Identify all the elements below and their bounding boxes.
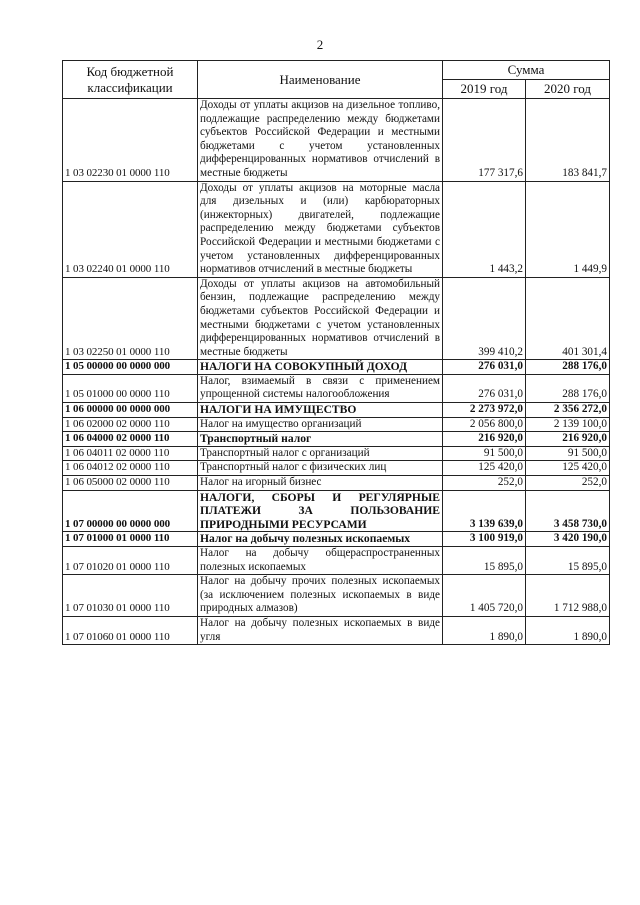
row-amount-2019: 399 410,2 [443,277,526,360]
row-code: 1 07 01060 01 0000 110 [63,616,198,644]
table-row-section [63,432,610,447]
row-code: 1 06 04012 02 0000 110 [63,461,198,476]
table-row-section [63,360,610,375]
row-code: 1 07 01000 01 0000 110 [63,532,198,547]
row-name: Налог на игорный бизнес [198,476,443,491]
table-row [63,575,610,617]
row-amount-2019: 276 031,0 [443,374,526,402]
row-amount-2020: 216 920,0 [526,432,610,447]
row-amount-2019: 15 895,0 [443,547,526,575]
row-amount-2020: 288 176,0 [526,360,610,375]
table-row-section [63,490,610,532]
table-row [63,277,610,360]
row-amount-2020: 1 449,9 [526,181,610,277]
row-amount-2019: 1 405 720,0 [443,575,526,617]
row-amount-2019: 1 443,2 [443,181,526,277]
row-amount-2020: 15 895,0 [526,547,610,575]
table-row [63,616,610,644]
row-name: Транспортный налог с физических лиц [198,461,443,476]
row-amount-2019: 2 056 800,0 [443,417,526,432]
row-amount-2019: 3 139 639,0 [443,490,526,532]
header-year-2019: 2019 год [443,80,526,99]
row-amount-2020: 2 356 272,0 [526,403,610,418]
table-row [63,99,610,182]
row-code: 1 07 01030 01 0000 110 [63,575,198,617]
header-name: Наименование [198,61,443,99]
row-name: Транспортный налог [198,432,443,447]
row-code: 1 06 05000 02 0000 110 [63,476,198,491]
row-code: 1 06 02000 02 0000 110 [63,417,198,432]
row-amount-2019: 91 500,0 [443,446,526,461]
row-name: Налог, взимаемый в связи с применением упрощенной системы налогообложения [198,374,443,402]
row-amount-2020: 3 420 190,0 [526,532,610,547]
row-amount-2019: 1 890,0 [443,616,526,644]
row-name: Транспортный налог с организаций [198,446,443,461]
row-name: Налог на добычу прочих полезных ископаемых (за исключением полезных ископаемых в виде природных алмазов) [198,575,443,617]
row-amount-2020: 125 420,0 [526,461,610,476]
row-amount-2019: 276 031,0 [443,360,526,375]
header-year-2020: 2020 год [526,80,610,99]
header-code: Код бюджетной классификации [63,61,198,99]
row-amount-2020: 91 500,0 [526,446,610,461]
row-name: Доходы от уплаты акцизов на автомобильный бензин, подлежащие распределению между бюджетами субъектов Российской Федерации и местными бюджетами с учетом установленных дифференцированных нормативов отчислений в местные бюджеты [198,277,443,360]
row-code: 1 07 00000 00 0000 000 [63,490,198,532]
row-amount-2020: 2 139 100,0 [526,417,610,432]
row-name: Доходы от уплаты акцизов на моторные масла для дизельных и (или) карбюраторных (инжекторных) двигателей, подлежащие распределению между бюджетами субъектов Российской Федерации и местными бюджетами с учетом установленных дифференцированных нормативов отчислений в местные бюджеты [198,181,443,277]
row-code: 1 05 00000 00 0000 000 [63,360,198,375]
table-row [63,461,610,476]
table-row [63,417,610,432]
row-amount-2020: 401 301,4 [526,277,610,360]
row-amount-2019: 2 273 972,0 [443,403,526,418]
table-body [63,99,610,645]
row-amount-2020: 183 841,7 [526,99,610,182]
row-amount-2019: 125 420,0 [443,461,526,476]
budget-revenue-table [62,60,610,645]
row-amount-2019: 3 100 919,0 [443,532,526,547]
table-row [63,476,610,491]
table-row [63,547,610,575]
row-name: Налог на добычу общераспространенных полезных ископаемых [198,547,443,575]
row-code: 1 03 02230 01 0000 110 [63,99,198,182]
table-row-section [63,403,610,418]
row-amount-2020: 1 890,0 [526,616,610,644]
row-name: Налог на имущество организаций [198,417,443,432]
row-amount-2020: 288 176,0 [526,374,610,402]
row-name: Доходы от уплаты акцизов на дизельное топливо, подлежащие распределению между бюджетами субъектов Российской Федерации и местными бюджетами с учетом установленных дифференцированных нормативов отчислений в местные бюджеты [198,99,443,182]
row-amount-2020: 3 458 730,0 [526,490,610,532]
table-row-section [63,532,610,547]
row-amount-2020: 1 712 988,0 [526,575,610,617]
row-code: 1 03 02250 01 0000 110 [63,277,198,360]
row-amount-2019: 216 920,0 [443,432,526,447]
row-code: 1 06 04011 02 0000 110 [63,446,198,461]
row-amount-2019: 252,0 [443,476,526,491]
row-name: Налог на добычу полезных ископаемых [198,532,443,547]
page-number: 2 [316,37,324,52]
table-row [63,446,610,461]
row-amount-2020: 252,0 [526,476,610,491]
table-row [63,181,610,277]
row-code: 1 03 02240 01 0000 110 [63,181,198,277]
row-name: НАЛОГИ НА ИМУЩЕСТВО [198,403,443,418]
table-row [63,374,610,402]
row-amount-2019: 177 317,6 [443,99,526,182]
row-name: НАЛОГИ НА СОВОКУПНЫЙ ДОХОД [198,360,443,375]
row-code: 1 06 04000 02 0000 110 [63,432,198,447]
header-sum: Сумма [443,61,610,80]
row-name: НАЛОГИ, СБОРЫ И РЕГУЛЯРНЫЕ ПЛАТЕЖИ ЗА ПОЛЬЗОВАНИЕ ПРИРОДНЫМИ РЕСУРСАМИ [198,490,443,532]
row-code: 1 06 00000 00 0000 000 [63,403,198,418]
row-name: Налог на добычу полезных ископаемых в виде угля [198,616,443,644]
row-code: 1 05 01000 00 0000 110 [63,374,198,402]
row-code: 1 07 01020 01 0000 110 [63,547,198,575]
